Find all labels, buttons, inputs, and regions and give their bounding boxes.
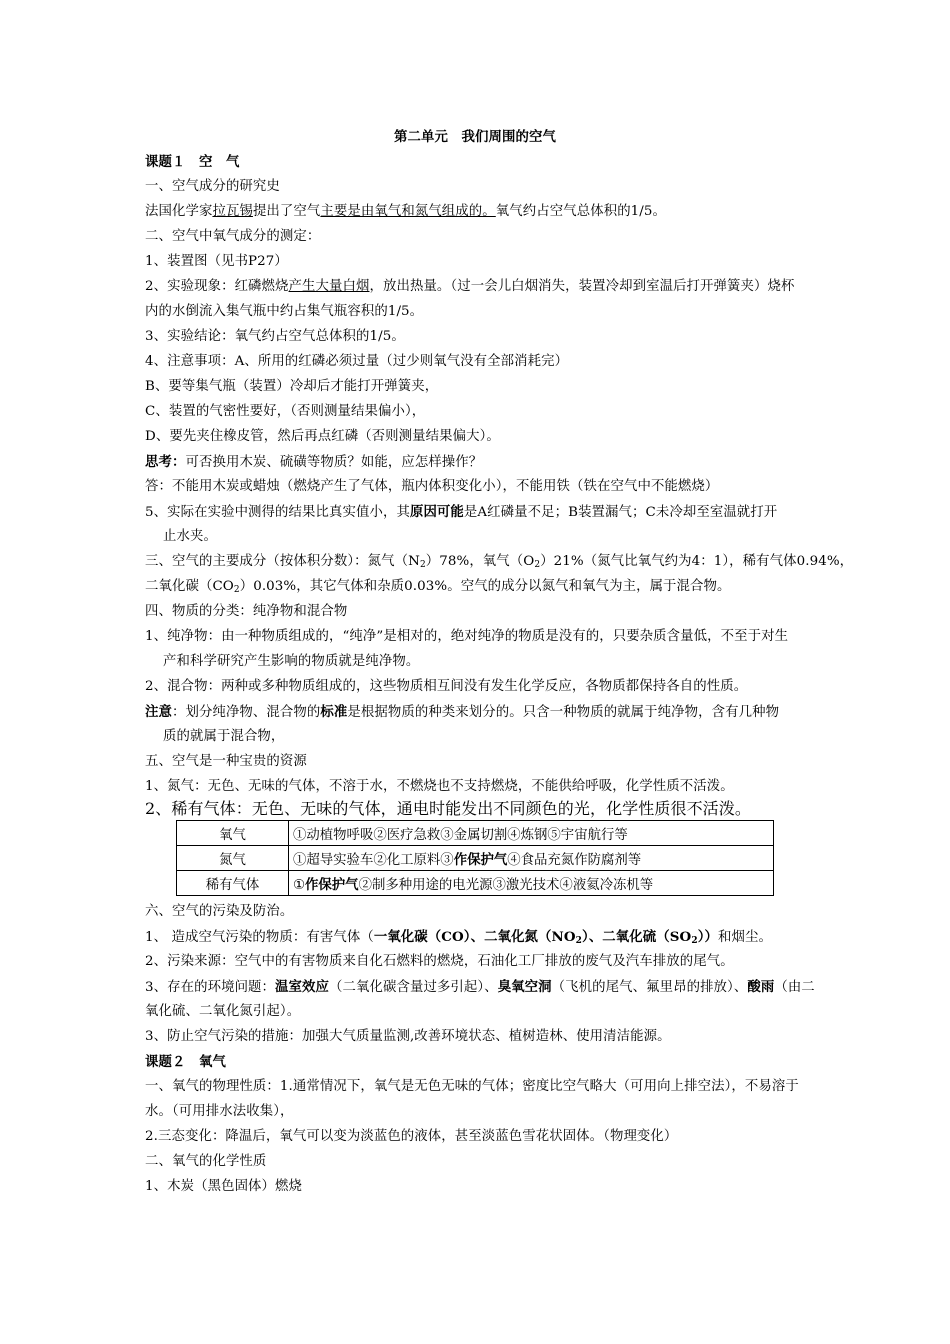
unit-title: 第二单元 我们周围的空气 — [394, 129, 556, 145]
subscript: 2 — [534, 560, 541, 570]
text-span: 是根据物质的种类来划分的。只含一种物质的就属于纯净物，含有几种物 — [347, 705, 780, 720]
section-heading: 二、空气中氧气成分的测定： — [145, 229, 321, 244]
text-span: （二氧化碳含量过多引起）、 — [329, 980, 498, 995]
bold-text: ）） — [697, 929, 718, 945]
text-line — [145, 977, 815, 998]
text-line: 水。（可用排水法收集）， — [145, 1104, 294, 1119]
text-line: 1、纯净物：由一种物质组成的，“纯净”是相对的，绝对纯净的物质是没有的，只要杂质含量低，不至于对生 — [145, 629, 789, 644]
section-heading: 五、空气是一种宝贵的资源 — [145, 754, 307, 769]
text-span: ① — [293, 877, 306, 893]
text-span: （由二 — [774, 980, 815, 995]
underlined-text: 拉瓦锡 — [212, 204, 253, 219]
text-span: 1、 造成空气污染的物质：有害气体（ — [145, 930, 374, 945]
table-cell: ①动植物呼吸②医疗急救③金属切割④炼钢⑤宇宙航行等 — [289, 821, 774, 846]
table-cell — [289, 846, 774, 871]
table-cell: 稀有气体 — [177, 871, 289, 896]
subscript: 2 — [575, 936, 583, 946]
text-line: D、要先夹住橡皮管，然后再点红磷（否则测量结果偏大）。 — [145, 429, 500, 444]
text-span: 提出了空气 — [252, 204, 321, 219]
section-heading: 四、物质的分类：纯净物和混合物 — [145, 604, 348, 619]
text-span: ：划分纯净物、混合物的 — [171, 705, 321, 720]
table-row — [177, 846, 774, 871]
text-span: ②制多种用途的电光源③激光技术④液氦冷冻机等 — [358, 877, 654, 893]
text-line — [145, 202, 810, 222]
text-span: 3、存在的环境问题： — [145, 980, 276, 995]
text-line: 4、注意事项：A、所用的红磷必须过量（过少则氧气没有全部消耗完） — [145, 354, 569, 369]
text-line: 3、实验结论：氧气约占空气总体积的1/5。 — [145, 329, 405, 344]
text-span: 2、实验现象：红磷燃烧 — [145, 279, 289, 294]
subscript: 2 — [419, 560, 426, 570]
text-line: 质的就属于混合物， — [163, 729, 285, 744]
bold-text: 标准 — [320, 704, 348, 720]
table-cell: 氧气 — [177, 821, 289, 846]
bold-label: 注意 — [145, 704, 172, 720]
text-span: 二氧化碳（CO — [145, 579, 234, 594]
table-cell: 氮气 — [177, 846, 289, 871]
text-line: C、装置的气密性要好，（否则测量结果偏小）， — [145, 404, 426, 419]
table-cell — [289, 871, 774, 896]
text-line: 2、混合物：两种或多种物质组成的，这些物质相互间没有发生化学反应，各物质都保持各自的性质。 — [145, 679, 748, 694]
text-line: 1、装置图（见书P27） — [145, 254, 288, 269]
text-line: 1、氮气：无色、无味的气体，不溶于水，不燃烧也不支持燃烧，不能供给呼吸，化学性质不活泼。 — [145, 779, 734, 794]
text-line: 一、氧气的物理性质：1.通常情况下，氧气是无色无味的气体；密度比空气略大（可用向上排空法），不易溶于 — [145, 1079, 799, 1094]
lesson-heading-oxygen: 课题２ 氧气 — [145, 1054, 226, 1070]
text-span: ）78%，氧气（O — [425, 554, 535, 569]
text-line — [145, 702, 810, 723]
text-line: 答：不能用木炭或蜡烛（燃烧产生了气体，瓶内体积变化小），不能用铁（铁在空气中不能燃烧） — [145, 479, 719, 494]
section-heading: 六、空气的污染及防治。 — [145, 904, 294, 919]
text-line: B、要等集气瓶（装置）冷却后才能打开弹簧夹， — [145, 379, 439, 394]
text-line-large: 2、稀有气体：无色、无味的气体，通电时能发出不同颜色的光，化学性质很不活泼。 — [145, 799, 751, 818]
text-line: 氧化硫、二氧化氮引起）。 — [145, 1004, 301, 1019]
underlined-text: 主要是由氧气和氮气组成的。 — [320, 204, 496, 219]
subscript: 2 — [691, 936, 698, 946]
text-span: （飞机的尾气、氟里昂的排放）、 — [551, 980, 748, 995]
text-line: 产和科学研究产生影响的物质就是纯净物。 — [163, 654, 420, 669]
text-line — [145, 502, 810, 523]
text-span: ，放出热量。（过一会儿白烟消失，装置冷却到室温后打开弹簧夹）烧杯 — [369, 279, 795, 294]
bold-text: 酸雨 — [747, 979, 775, 995]
text-span: 可否换用木炭、硫磺等物质？如能，应怎样操作？ — [185, 455, 483, 470]
bold-text: ）、二氧化硫（SO — [582, 929, 692, 945]
text-line: 3、防止空气污染的措施：加强大气质量监测,改善环境状态、植树造林、使用清洁能源。 — [145, 1029, 671, 1044]
text-span: 5、实际在实验中测得的结果比真实值小，其 — [145, 505, 410, 520]
table-row — [177, 821, 774, 846]
section-heading: 二、氧气的化学性质 — [145, 1154, 267, 1169]
text-span: ）0.03%，其它气体和杂质0.03%。空气的成分以氮气和氧气为主，属于混合物。 — [239, 579, 731, 594]
text-line — [145, 577, 810, 597]
text-line: 止水夹。 — [163, 529, 217, 544]
bold-text: 温室效应 — [275, 979, 330, 995]
text-line — [145, 552, 854, 572]
text-span: ①超导实验车②化工原料③ — [293, 852, 454, 868]
underlined-text: 产生大量白烟 — [288, 279, 370, 294]
text-span: 法国化学家 — [145, 204, 213, 219]
bold-text: 原因可能 — [409, 504, 464, 520]
bold-text: 作保护气 — [305, 876, 359, 893]
lesson-heading-air: 课题１ 空 气 — [145, 154, 240, 170]
table-row — [177, 871, 774, 896]
text-line — [145, 927, 810, 948]
text-line — [145, 452, 810, 473]
text-span: 和烟尘。 — [717, 930, 772, 945]
bold-text: 臭氧空洞 — [497, 979, 552, 995]
text-line: 2、污染来源：空气中的有害物质来自化石燃料的燃烧，石油化工厂排放的废气及汽车排放的尾气。 — [145, 954, 734, 969]
text-line — [145, 277, 810, 297]
text-line: 2.三态变化：降温后，氧气可以变为淡蓝色的液体，甚至淡蓝色雪花状固体。（物理变化） — [145, 1129, 678, 1144]
text-span: ）21%（氮气比氧气约为4：1），稀有气体0.94%， — [540, 554, 854, 569]
text-span: ④食品充氮作防腐剂等 — [507, 852, 642, 868]
bold-text: 作保护气 — [453, 851, 508, 868]
bold-label: 思考： — [145, 454, 186, 470]
text-line: 内的水倒流入集气瓶中约占集气瓶容积的1/5。 — [145, 304, 424, 319]
text-span: 是A红磷量不足；B装置漏气；C未冷却至室温就打开 — [463, 505, 778, 520]
text-span: 氧气约占空气总体积的1/5。 — [495, 204, 667, 219]
subscript: 2 — [233, 585, 240, 595]
section-heading: 一、空气成分的研究史 — [145, 179, 280, 194]
bold-text: 一氧化碳（CO）、二氧化氮（NO — [373, 929, 576, 945]
gas-uses-table — [176, 820, 774, 896]
text-span: 三、空气的主要成分（按体积分数）：氮气（N — [145, 554, 420, 569]
text-line: 1、木炭（黑色固体）燃烧 — [145, 1179, 303, 1194]
